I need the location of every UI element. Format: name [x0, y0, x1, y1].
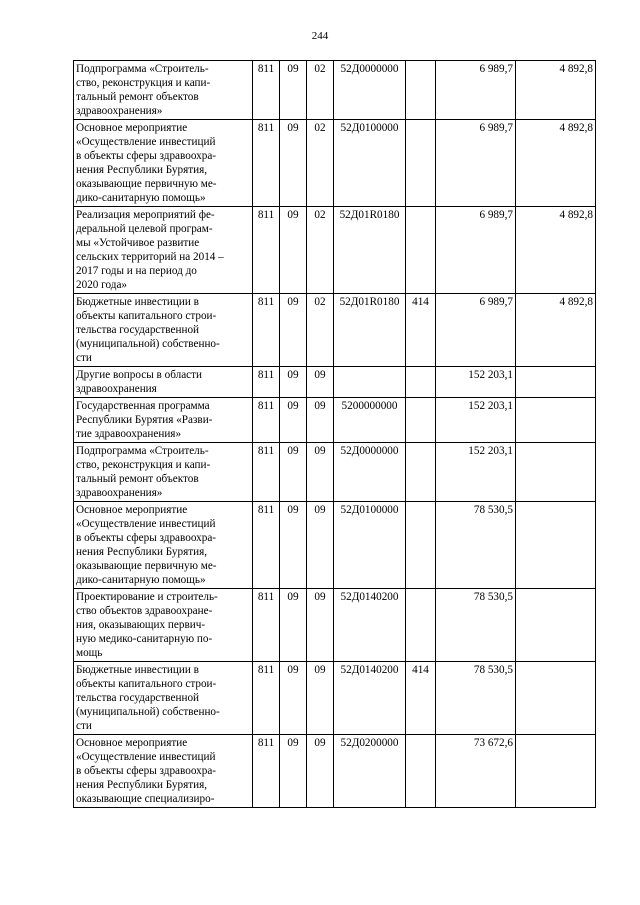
amount-2-cell [516, 443, 596, 502]
amount-2-cell [516, 589, 596, 662]
amount-1-cell: 152 203,1 [436, 443, 516, 502]
subsection-code-cell: 09 [307, 367, 334, 398]
table-row [74, 398, 596, 443]
ministry-code-cell: 811 [253, 662, 280, 735]
subsection-code-cell: 02 [307, 120, 334, 207]
item-name-cell: Бюджетные инвестиции в объекты капитального строи- тельства государственной (муниципальной) собственно- сти [74, 662, 253, 735]
expense-type-cell [406, 120, 436, 207]
amount-1-cell: 6 989,7 [436, 61, 516, 120]
subsection-code-cell: 09 [307, 662, 334, 735]
expense-type-cell [406, 735, 436, 808]
table-row [74, 502, 596, 589]
expense-type-cell [406, 367, 436, 398]
ministry-code-cell: 811 [253, 294, 280, 367]
item-name-cell: Подпрограмма «Строитель- ство, реконструкция и капи- тальный ремонт объектов здравоохранения» [74, 61, 253, 120]
ministry-code-cell: 811 [253, 502, 280, 589]
subsection-code-cell: 09 [307, 502, 334, 589]
table-row [74, 735, 596, 808]
subsection-code-cell: 09 [307, 589, 334, 662]
section-code-cell: 09 [280, 120, 307, 207]
amount-2-cell: 4 892,8 [516, 294, 596, 367]
amount-1-cell: 152 203,1 [436, 367, 516, 398]
ministry-code-cell: 811 [253, 589, 280, 662]
target-article-cell: 52Д01R0180 [334, 207, 406, 294]
table-row [74, 367, 596, 398]
amount-1-cell: 6 989,7 [436, 294, 516, 367]
ministry-code-cell: 811 [253, 398, 280, 443]
ministry-code-cell: 811 [253, 120, 280, 207]
subsection-code-cell: 09 [307, 398, 334, 443]
target-article-cell: 52Д0140200 [334, 589, 406, 662]
section-code-cell: 09 [280, 735, 307, 808]
section-code-cell: 09 [280, 398, 307, 443]
section-code-cell: 09 [280, 207, 307, 294]
section-code-cell: 09 [280, 294, 307, 367]
expense-type-cell: 414 [406, 662, 436, 735]
table-row [74, 589, 596, 662]
table-row [74, 207, 596, 294]
table-row [74, 61, 596, 120]
subsection-code-cell: 02 [307, 294, 334, 367]
target-article-cell: 5200000000 [334, 398, 406, 443]
item-name-cell: Государственная программа Республики Бурятия «Разви- тие здравоохранения» [74, 398, 253, 443]
page-number: 244 [311, 30, 329, 42]
amount-2-cell [516, 502, 596, 589]
amount-1-cell: 6 989,7 [436, 207, 516, 294]
item-name-cell: Бюджетные инвестиции в объекты капитального строи- тельства государственной (муниципальной) собственно- сти [74, 294, 253, 367]
amount-1-cell: 78 530,5 [436, 589, 516, 662]
amount-2-cell [516, 735, 596, 808]
amount-2-cell [516, 662, 596, 735]
amount-1-cell: 78 530,5 [436, 662, 516, 735]
amount-1-cell: 152 203,1 [436, 398, 516, 443]
section-code-cell: 09 [280, 502, 307, 589]
section-code-cell: 09 [280, 61, 307, 120]
expense-type-cell [406, 398, 436, 443]
table-row [74, 120, 596, 207]
amount-2-cell: 4 892,8 [516, 120, 596, 207]
expense-type-cell: 414 [406, 294, 436, 367]
section-code-cell: 09 [280, 662, 307, 735]
amount-1-cell: 73 672,6 [436, 735, 516, 808]
section-code-cell: 09 [280, 443, 307, 502]
item-name-cell: Другие вопросы в области здравоохранения [74, 367, 253, 398]
ministry-code-cell: 811 [253, 61, 280, 120]
target-article-cell: 52Д0000000 [334, 61, 406, 120]
subsection-code-cell: 02 [307, 207, 334, 294]
target-article-cell: 52Д0200000 [334, 735, 406, 808]
amount-2-cell: 4 892,8 [516, 61, 596, 120]
table-row [74, 443, 596, 502]
target-article-cell: 52Д0140200 [334, 662, 406, 735]
item-name-cell: Проектирование и строитель- ство объектов здравоохране- ния, оказывающих первич- ную медико-санитарную по- мощь [74, 589, 253, 662]
expense-type-cell [406, 502, 436, 589]
expense-type-cell [406, 61, 436, 120]
table-row [74, 294, 596, 367]
table-row [74, 662, 596, 735]
ministry-code-cell: 811 [253, 367, 280, 398]
budget-table [73, 60, 596, 808]
item-name-cell: Подпрограмма «Строитель- ство, реконструкция и капи- тальный ремонт объектов здравоохранения» [74, 443, 253, 502]
subsection-code-cell: 02 [307, 61, 334, 120]
target-article-cell: 52Д01R0180 [334, 294, 406, 367]
target-article-cell: 52Д0100000 [334, 120, 406, 207]
subsection-code-cell: 09 [307, 735, 334, 808]
amount-1-cell: 78 530,5 [436, 502, 516, 589]
subsection-code-cell: 09 [307, 443, 334, 502]
item-name-cell: Основное мероприятие «Осуществление инвестиций в объекты сферы здравоохра- нения Республики Бурятия, оказывающие первичную ме- дико-санитарную помощь» [74, 120, 253, 207]
target-article-cell: 52Д0000000 [334, 443, 406, 502]
section-code-cell: 09 [280, 367, 307, 398]
ministry-code-cell: 811 [253, 735, 280, 808]
target-article-cell [334, 367, 406, 398]
expense-type-cell [406, 589, 436, 662]
ministry-code-cell: 811 [253, 207, 280, 294]
expense-type-cell [406, 443, 436, 502]
item-name-cell: Реализация мероприятий фе- деральной целевой програм- мы «Устойчивое развитие сельских территорий на 2014 – 2017 годы и на период до 2020 года» [74, 207, 253, 294]
ministry-code-cell: 811 [253, 443, 280, 502]
item-name-cell: Основное мероприятие «Осуществление инвестиций в объекты сферы здравоохра- нения Республики Бурятия, оказывающие первичную ме- дико-санитарную помощь» [74, 502, 253, 589]
target-article-cell: 52Д0100000 [334, 502, 406, 589]
section-code-cell: 09 [280, 589, 307, 662]
amount-2-cell [516, 398, 596, 443]
amount-2-cell: 4 892,8 [516, 207, 596, 294]
amount-1-cell: 6 989,7 [436, 120, 516, 207]
amount-2-cell [516, 367, 596, 398]
table-body [74, 61, 596, 808]
item-name-cell: Основное мероприятие «Осуществление инвестиций в объекты сферы здравоохра- нения Республики Бурятия, оказывающие специализиро- [74, 735, 253, 808]
expense-type-cell [406, 207, 436, 294]
